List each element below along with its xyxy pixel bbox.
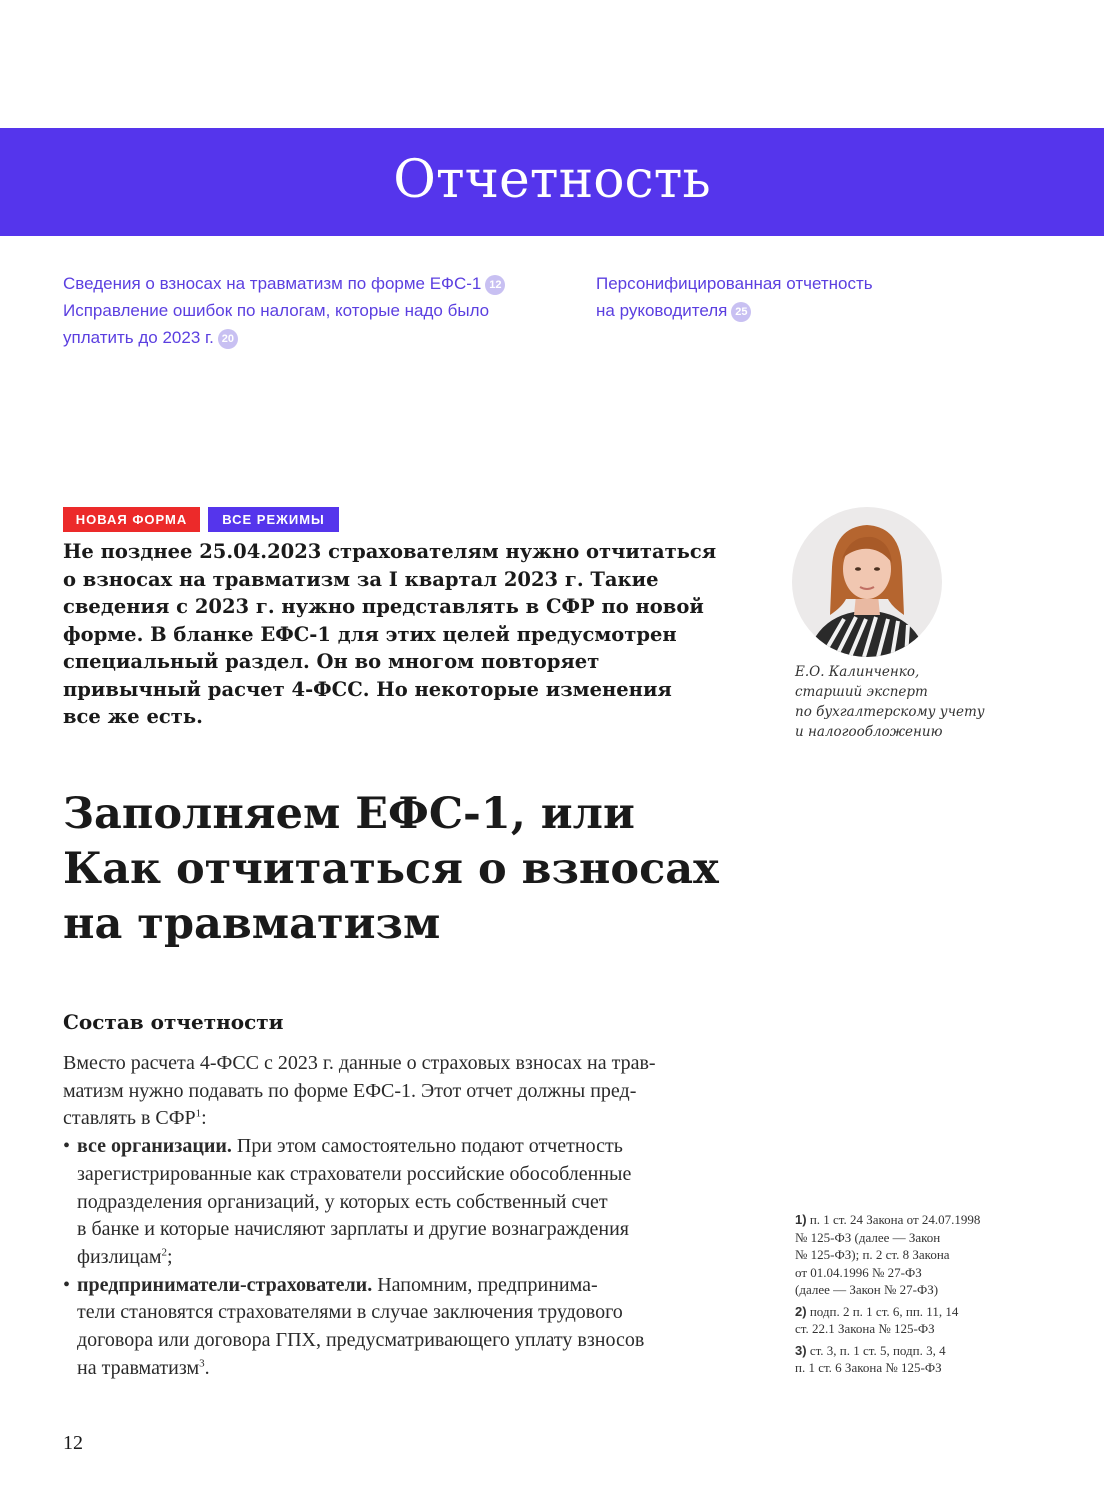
author-photo [792,507,942,657]
footnote-ref[interactable]: 1 [195,1107,202,1120]
bullet-icon: • [63,1135,71,1158]
page-badge: 12 [485,275,505,295]
banner-title: Отчетность [393,150,711,210]
footnote-2: 2) подп. 2 п. 1 ст. 6, пп. 11, 14 ст. 22.1 Закона № 125-ФЗ [795,1303,959,1336]
page-badge: 20 [218,329,238,349]
banner-top-edge [0,125,1104,131]
bullet-icon: • [63,1273,71,1296]
section-title: Состав отчетности [63,1010,284,1034]
toc-link-personified-cont[interactable]: на руководителя 25 [596,297,1016,324]
page-number: 12 [63,1432,83,1454]
toc-left [63,270,533,351]
tag-all-modes: ВСЕ РЕЖИМЫ [208,507,339,532]
author-caption: Е.О. Калинченко, старший эксперт по бухгалтерскому учету и налогообложению [795,664,985,740]
page-badge: 25 [731,302,751,322]
intro-paragraph: Вместо расчета 4-ФСС с 2023 г. данные о страховых взносах на трав- матизм нужно подавать по форме ЕФС-1. Этот отчет должны пред- ставлять в СФР$^1$: [63,1052,656,1130]
article-body [63,1050,748,1382]
footnote-3: 3) ст. 3, п. 1 ст. 5, подп. 3, 4 п. 1 ст. 6 Закона № 125-ФЗ [795,1342,946,1375]
tag-new-form: НОВАЯ ФОРМА [63,507,200,532]
footnotes [795,1211,1035,1381]
list-item: • предприниматели-страхователи. Напомним, предпринима- тели становятся страхователями в случае заключения трудового договора или договора ГПХ, предусматривающего уплату взносов на травматизм$^3$. [63,1273,645,1379]
article-headline: Заполняем ЕФС-1, или Как отчитаться о взносах на травматизм [63,789,719,949]
toc-link-personified[interactable]: Персонифицированная отчетность [596,274,873,293]
footnote-ref[interactable]: 3 [199,1357,205,1370]
list-item: • все организации. При этом самостоятельно подают отчетность зарегистрированные как страхователи российские обособленные подразделения организаций, у которых есть собственный счет в банке и которые начисляют зарплаты и другие вознаграждения физлицам$^2$; [63,1135,632,1268]
bullet-list [63,1133,748,1382]
banner-bottom-edge [0,233,1104,239]
section-banner [0,128,1104,236]
footnote-1: 1) п. 1 ст. 24 Закона от 24.07.1998 № 125-ФЗ (далее — Закон № 125-ФЗ); п. 2 ст. 8 Закона от 01.04.1996 № 27-ФЗ (далее — Закон № 27-ФЗ) [795,1212,981,1297]
toc-link-tax-errors-cont[interactable]: уплатить до 2023 г. 20 [63,324,533,351]
toc-link-tax-errors[interactable]: Исправление ошибок по налогам, которые надо было [63,301,490,320]
footnote-ref[interactable]: 2 [161,1246,167,1259]
lead-paragraph: Не позднее 25.04.2023 страхователям нужно отчитаться о взносах на травматизм за I квартал 2023 г. Такие сведения с 2023 г. нужно представлять в СФР по новой форме. В бланке ЕФС-1 для этих целей предусмотрен специальный раздел. Он во многом повторяет привычный расчет 4-ФСС. Но некоторые изменения все же есть. [63,540,717,728]
toc-link-efs1[interactable]: Сведения о взносах на травматизм по форме ЕФС-1 12 [63,270,533,297]
toc-right [596,270,1016,324]
